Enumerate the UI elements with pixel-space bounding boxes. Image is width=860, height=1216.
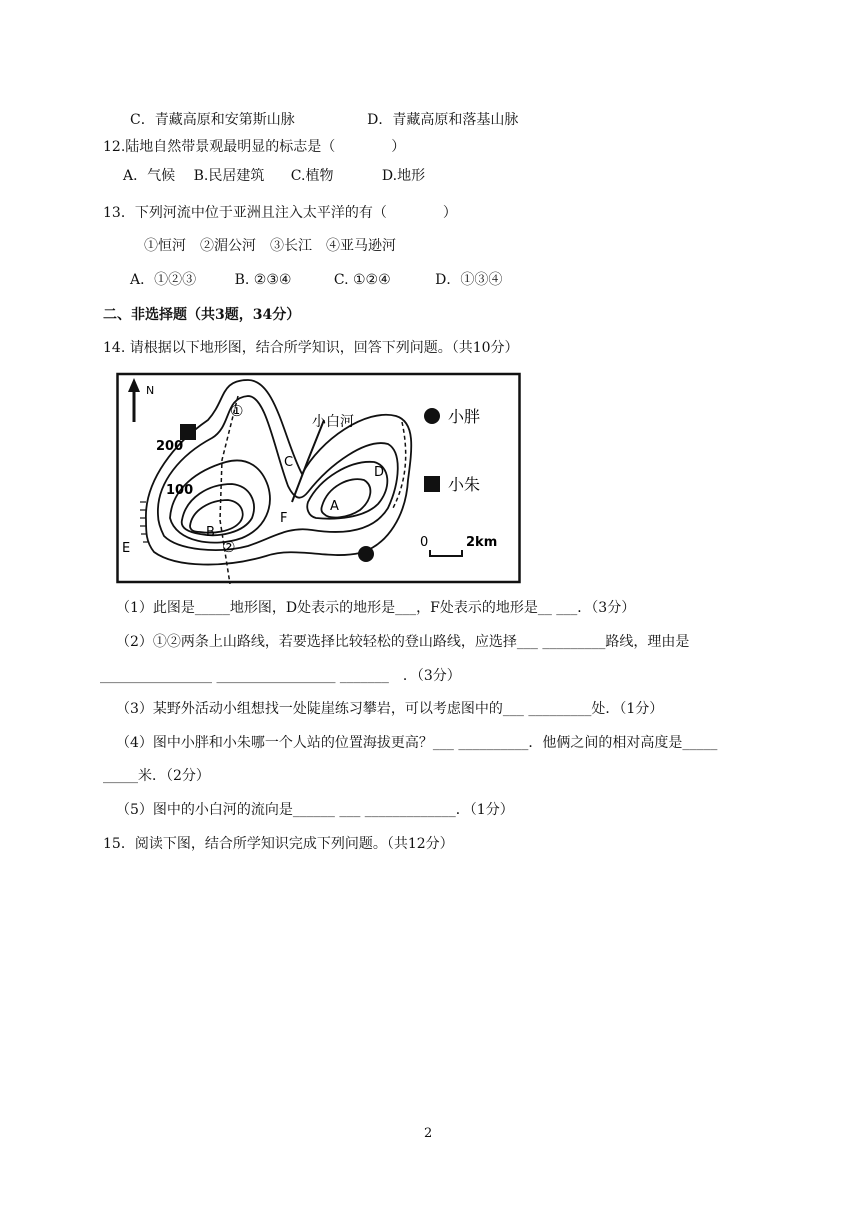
page-number: 2 xyxy=(424,1126,433,1141)
section2-title: 二、非选择题（共3题，34分） xyxy=(103,307,301,323)
legend-square-icon xyxy=(424,476,440,492)
label-b: B xyxy=(206,525,215,540)
route-1-label: ① xyxy=(230,402,244,420)
q11-option-d: D．青藏高原和落基山脉 xyxy=(367,112,519,128)
q12-option-c: C.植物 xyxy=(290,168,334,184)
q14-sub1: （1）此图是_____地形图，D处表示的地形是___，F处表示的地形是__ ___．（3分） xyxy=(116,600,636,616)
q13-option-d: D．①③④ xyxy=(435,272,503,288)
q14-sub4: （4）图中小胖和小朱哪一个人站的位置海拔更高？___ __________．他俩之间的相对高度是_____ xyxy=(116,735,718,751)
q12-option-b: B.民居建筑 xyxy=(193,168,265,184)
route-2-label: ② xyxy=(222,538,236,556)
label-a: A xyxy=(330,499,339,514)
q13-option-c: C. ①②④ xyxy=(333,272,391,288)
q13-option-b: B. ②③④ xyxy=(234,272,292,288)
label-200: 200 xyxy=(156,439,184,454)
q14-sub5: （5）图中的小白河的流向是______ ___ _____________．（1分） xyxy=(116,802,514,818)
q15-stem: 15．阅读下图，结合所学知识完成下列问题。（共12分） xyxy=(103,836,454,852)
legend-xiaozhu: 小朱 xyxy=(448,477,481,494)
river-label: 小白河 xyxy=(312,415,354,430)
q13-stem: 13．下列河流中位于亚洲且注入太平洋的有（ ） xyxy=(103,205,457,221)
q11-option-c: C．青藏高原和安第斯山脉 xyxy=(130,112,295,128)
q12-stem: 12.陆地自然带景观最明显的标志是（ ） xyxy=(103,139,406,155)
q11-options-row xyxy=(130,110,518,130)
q13-options-row xyxy=(130,270,502,290)
q13-items: ①恒河 ②湄公河 ③长江 ④亚马逊河 xyxy=(144,238,396,254)
q12-option-a: A．气候 xyxy=(123,168,176,184)
q14-sub4-continued: _____米．（2分） xyxy=(103,768,210,784)
q14-sub2: （2）①②两条上山路线，若要选择比较轻松的登山路线，应选择___ _________路线，理由是 xyxy=(116,634,690,650)
q12-option-d: D.地形 xyxy=(381,168,426,184)
q14-stem: 14. 请根据以下地形图，结合所学知识，回答下列问题。（共10分） xyxy=(103,340,519,356)
contour-map xyxy=(116,370,522,584)
xiaopang-circle-marker xyxy=(358,546,374,562)
label-100: 100 xyxy=(166,483,194,498)
xiaozhu-square-marker xyxy=(180,424,196,440)
scale-distance: 2km xyxy=(466,535,498,550)
q14-sub3: （3）某野外活动小组想找一处陡崖练习攀岩，可以考虑图中的___ _________处．（1分） xyxy=(116,701,664,717)
label-d: D xyxy=(374,465,385,480)
label-f: F xyxy=(280,511,288,526)
legend-circle-icon xyxy=(424,408,440,424)
q14-sub2-continued: ________________ _________________ _______ ．（3分） xyxy=(100,668,461,684)
q13-option-a: A．①②③ xyxy=(130,272,197,288)
label-c: C xyxy=(284,455,294,470)
legend-xiaopang: 小胖 xyxy=(448,409,481,426)
label-e: E xyxy=(122,541,131,556)
q12-options-row xyxy=(123,166,425,186)
scale-zero: 0 xyxy=(420,535,429,550)
north-label: N xyxy=(146,384,155,397)
